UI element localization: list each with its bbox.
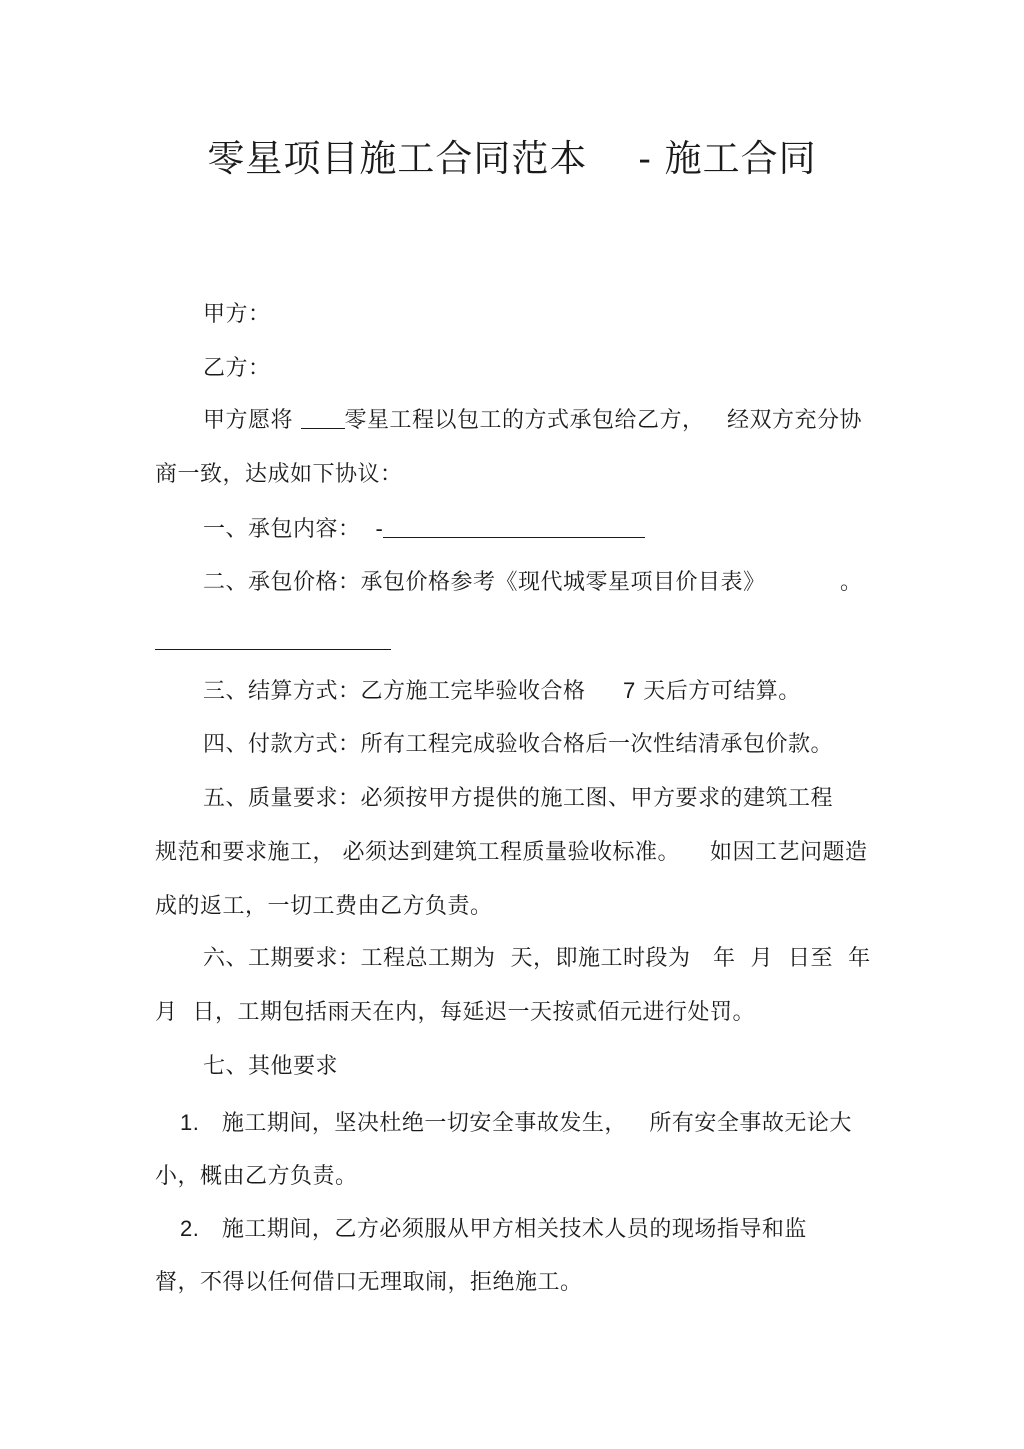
clause-5-line-1: 五、质量要求：必须按甲方提供的施工图、甲方要求的建筑工程 [203,786,834,811]
project-blank [301,406,345,429]
document-title [0,128,1024,182]
party-a-label: 甲方： [203,302,271,327]
party-b-label: 乙方： [203,356,271,381]
intro-line-2: 商一致，达成如下协议： [155,462,403,487]
clause-7-heading: 七、其他要求 [203,1054,339,1079]
clause-6-line-1: 六、工期要求：工程总工期为 天，即施工时段为 年 月 日至 年 [203,946,871,971]
title-main: 零星项目施工合同范本 [207,137,588,180]
content-blank [383,515,645,538]
clause-3: 三、结算方式：乙方施工完毕验收合格 7 天后方可结算。 [203,678,801,704]
clause-1: 一、承包内容： - [203,514,645,545]
item-2-line-2: 督，不得以任何借口无理取闹，拒绝施工。 [155,1270,583,1295]
intro-line-1: 甲方愿将 零星工程以包工的方式承包给乙方， 经双方充分协 [203,408,863,433]
clause-5-line-3: 成的返工，一切工费由乙方负责。 [155,894,493,919]
clause-5-line-2: 规范和要求施工， 必须达到建筑工程质量验收标准。 如因工艺问题造 [155,840,868,865]
clause-2: 二、承包价格：承包价格参考《现代城零星项目价目表》 [203,570,766,595]
item-1-line-2: 小，概由乙方负责。 [155,1164,358,1189]
clause-4: 四、付款方式：所有工程完成验收合格后一次性结清承包价款。 [203,732,834,757]
item-1-line-1: 1. 施工期间，坚决杜绝一切安全事故发生， 所有安全事故无论大 [180,1110,852,1136]
item-2-line-1: 2. 施工期间，乙方必须服从甲方相关技术人员的现场指导和监 [180,1216,807,1242]
title-suffix: - 施工合同 [638,137,817,180]
clause-2-end: 。 [840,570,863,595]
clause-6-line-2: 月 日，工期包括雨天在内，每延迟一天按贰佰元进行处罚。 [155,1000,756,1025]
price-blank-line [155,649,391,650]
